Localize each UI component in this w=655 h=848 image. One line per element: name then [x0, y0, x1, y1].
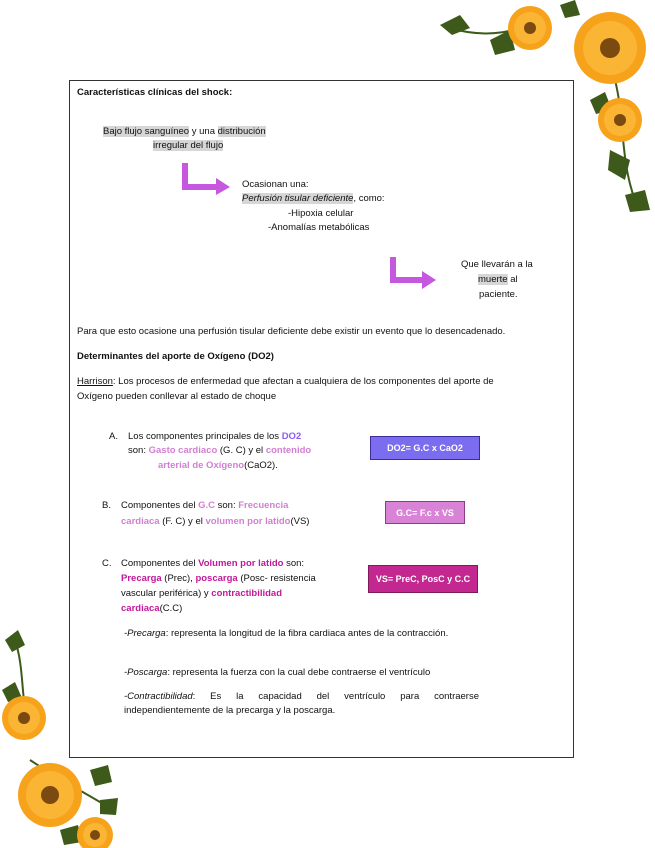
outcome-after: al — [507, 274, 518, 285]
item-c-text-3: (Prec), — [161, 573, 196, 584]
flow-arrow-2 — [390, 257, 438, 289]
section-heading: Determinantes del aporte de Oxígeno (DO2) — [77, 351, 274, 362]
definition-precarga-term: -Precarga — [124, 628, 166, 639]
item-b-marker: B. — [102, 500, 111, 511]
item-c-term-volumen: Volumen por latido — [198, 558, 284, 569]
item-c-line-4 — [121, 602, 182, 616]
item-b-term-gc: G.C — [198, 500, 215, 511]
item-a-term-contenido: contenido — [265, 445, 312, 456]
cause-term: Bajo flujo sanguíneo — [103, 126, 190, 137]
definition-contractibilidad-text: : Es la capacidad del ventrículo para contraerse independientemente de la precarga y la poscarga. — [124, 691, 479, 716]
cause-term-3: irregular del flujo — [153, 140, 224, 151]
definition-precarga-text: : representa la longitud de la fibra cardiaca antes de la contracción. — [165, 628, 449, 639]
item-b-line-1 — [121, 499, 288, 513]
result-line — [242, 192, 385, 206]
formula-gc-box: G.C= F.c x VS — [385, 501, 465, 524]
formula-vs-box: VS= PreC, PosC y C.C — [368, 565, 478, 593]
item-c-text-5: vascular periférica) y — [121, 588, 212, 599]
item-c-text-6: (C.C) — [159, 603, 183, 614]
item-b-text-3: (F. C) y el — [159, 516, 206, 527]
definition-poscarga-term: -Poscarga — [124, 667, 168, 678]
item-a-term-gc: Gasto cardiaco — [148, 445, 218, 456]
item-c-line-3 — [121, 587, 282, 601]
item-c-term-contractibilidad: contractibilidad — [211, 588, 283, 599]
document-title: Características clínicas del shock: — [77, 87, 233, 98]
paragraph-trigger: Para que esto ocasione una perfusión tisular deficiente debe existir un evento que lo desencadenado. — [77, 326, 506, 337]
item-b-line-2 — [121, 515, 309, 529]
item-c-term-poscarga: poscarga — [195, 573, 238, 584]
harrison-line-1 — [77, 375, 494, 389]
flow-arrow-1 — [182, 163, 232, 195]
item-b-term-frecuencia: Frecuencia — [238, 500, 289, 511]
item-c-text-1: Componentes del — [121, 558, 199, 569]
outcome-line-1: Que llevarán a la — [461, 259, 533, 270]
outcome-line-3: paciente. — [479, 289, 518, 300]
item-c-term-cardiaca: cardiaca — [121, 603, 160, 614]
item-a-line-2 — [128, 444, 311, 458]
definition-contractibilidad-term: -Contractibilidad — [124, 691, 193, 702]
bullet-hipoxia: -Hipoxia celular — [288, 208, 354, 219]
result-suffix: , como: — [353, 193, 385, 204]
harrison-label: Harrison — [77, 376, 113, 387]
cause-term-2: distribución — [217, 126, 266, 137]
definition-poscarga-text: : representa la fuerza con la cual debe contraerse el ventrículo — [167, 667, 431, 678]
cause-line-1 — [103, 125, 266, 139]
item-a-term-do2: DO2 — [281, 431, 302, 442]
bullet-anomalias: -Anomalías metabólicas — [268, 222, 370, 233]
item-b-term-cardiaca: cardiaca — [121, 516, 160, 527]
item-b-text-2: son: — [215, 500, 239, 511]
item-a-marker: A. — [109, 431, 118, 442]
item-a-text-2: son: — [128, 445, 149, 456]
item-c-marker: C. — [102, 558, 112, 569]
cause-line-2 — [153, 139, 223, 153]
result-term: Perfusión tisular deficiente — [242, 193, 354, 204]
page-frame — [69, 80, 574, 758]
outcome-line-2 — [478, 273, 518, 287]
formula-do2-box: DO2= G.C x CaO2 — [370, 436, 480, 460]
item-c-text-2: son: — [283, 558, 305, 569]
item-c-text-4: (Posc- resistencia — [237, 573, 316, 584]
item-b-term-volumen: volumen por latido — [205, 516, 291, 527]
item-a-text-3: (G. C) y el — [217, 445, 266, 456]
item-b-text-4: (VS) — [290, 516, 310, 527]
item-a-line-3 — [158, 459, 278, 473]
definition-precarga — [124, 627, 479, 641]
item-c-term-precarga: Precarga — [121, 573, 162, 584]
harrison-line-2: Oxígeno pueden conllevar al estado de choque — [77, 391, 277, 402]
definition-poscarga — [124, 666, 430, 680]
item-b-text-1: Componentes del — [121, 500, 199, 511]
item-a-line-1 — [128, 430, 301, 444]
item-a-text-4: (CaO2). — [244, 460, 278, 471]
item-a-term-arterial: arterial de Oxígeno — [158, 460, 245, 471]
result-intro: Ocasionan una: — [242, 179, 309, 190]
definition-contractibilidad — [124, 690, 479, 718]
outcome-term: muerte — [478, 274, 508, 285]
item-c-line-2 — [121, 572, 316, 586]
item-a-text-1: Los componentes principales de los — [128, 431, 282, 442]
item-c-line-1 — [121, 557, 304, 571]
cause-connector: y una — [189, 126, 218, 137]
harrison-text-1: : Los procesos de enfermedad que afectan a cualquiera de los componentes del aporte de — [112, 376, 494, 387]
